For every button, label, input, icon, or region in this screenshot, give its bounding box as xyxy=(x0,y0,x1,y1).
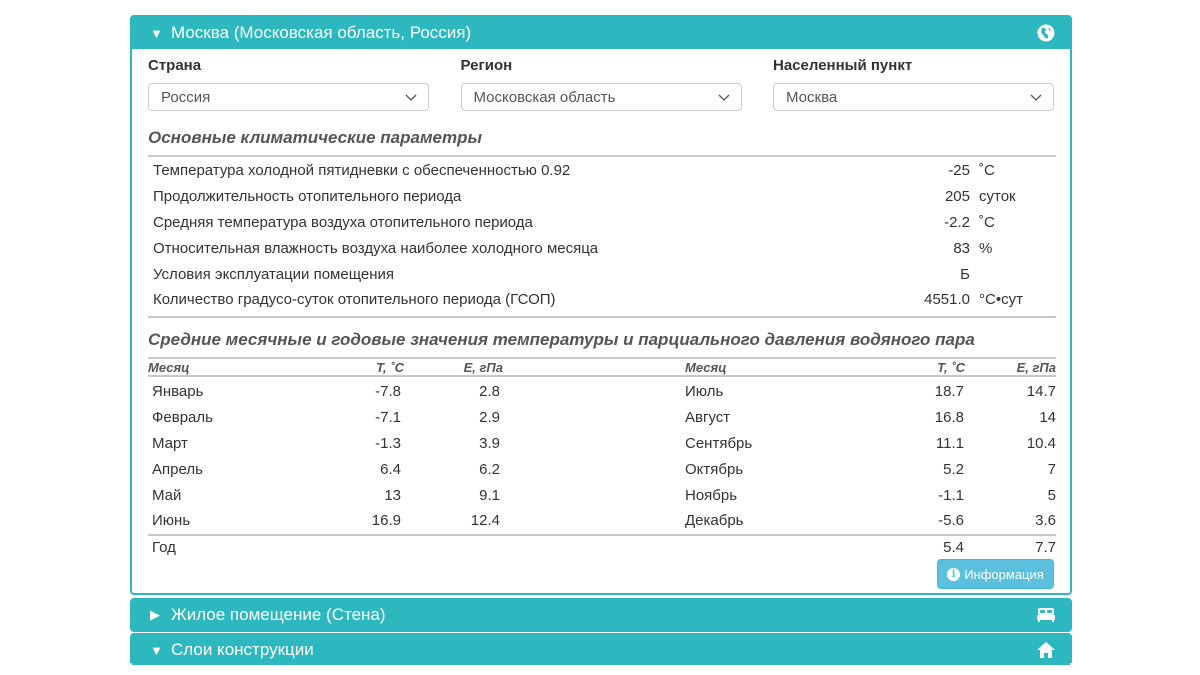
region-group xyxy=(461,57,742,111)
month-name: Сентябрь xyxy=(685,434,753,452)
country-label: Страна xyxy=(148,57,202,74)
country-group xyxy=(148,57,429,111)
table-row xyxy=(148,508,1056,534)
monthly-table xyxy=(148,357,1056,560)
param-unit: суток xyxy=(979,188,1016,206)
table-row xyxy=(148,456,1056,482)
month-temp: -1.1 xyxy=(938,486,964,504)
month-name: Ноябрь xyxy=(685,486,738,504)
month-pressure: 5 xyxy=(1047,486,1056,504)
month-temp: 18.7 xyxy=(934,383,964,401)
chevron-down-icon xyxy=(717,90,731,104)
info-button[interactable] xyxy=(937,559,1054,589)
month-pressure: 12.4 xyxy=(470,512,500,530)
header-pressure: E, гПа xyxy=(1016,359,1056,375)
month-pressure: 14.7 xyxy=(1026,383,1056,401)
location-selectors xyxy=(148,57,1054,111)
param-label: Продолжительность отопительного периода xyxy=(153,188,462,206)
climate-params-table xyxy=(148,155,1056,318)
region-select-value: Московская область xyxy=(473,88,616,106)
param-value: 83 xyxy=(953,239,970,257)
month-temp: -1.3 xyxy=(375,434,401,452)
param-value: -25 xyxy=(948,162,970,180)
month-pressure: 14 xyxy=(1039,409,1056,427)
month-name: Июнь xyxy=(152,512,191,530)
param-label: Средняя температура воздуха отопительного периода xyxy=(153,213,533,231)
month-name: Март xyxy=(152,434,188,452)
layers-panel-title: Слои конструкции xyxy=(171,640,314,659)
month-name: Апрель xyxy=(152,460,203,478)
month-name: Январь xyxy=(152,383,204,401)
layers-panel-header[interactable] xyxy=(132,635,1070,665)
city-select[interactable] xyxy=(773,83,1054,111)
month-pressure: 10.4 xyxy=(1026,434,1056,452)
globe-icon xyxy=(1036,23,1056,43)
climate-section-title: Основные климатические параметры xyxy=(148,128,483,147)
param-row xyxy=(148,287,1056,313)
month-name: Февраль xyxy=(152,409,213,427)
param-row xyxy=(148,235,1056,261)
month-pressure: 3.6 xyxy=(1035,512,1056,530)
table-row xyxy=(148,405,1056,431)
city-select-value: Москва xyxy=(786,88,838,106)
chevron-down-icon xyxy=(1029,90,1043,104)
table-row xyxy=(148,482,1056,508)
country-select-value: Россия xyxy=(161,88,211,106)
city-group xyxy=(773,57,1054,111)
param-row xyxy=(148,210,1056,236)
month-temp: 13 xyxy=(384,486,401,504)
header-temp: T, ˚C xyxy=(376,359,404,375)
month-name: Октябрь xyxy=(685,460,744,478)
region-label: Регион xyxy=(460,57,513,74)
param-unit: % xyxy=(979,239,993,257)
param-label: Условия эксплуатации помещения xyxy=(153,265,395,283)
month-pressure: 2.8 xyxy=(479,383,500,401)
param-label: Температура холодной пятидневки с обеспеченностью 0.92 xyxy=(153,162,571,180)
layers-panel xyxy=(130,633,1072,663)
room-panel-header[interactable] xyxy=(132,600,1070,630)
caret-down-icon: ▼ xyxy=(150,25,163,41)
monthly-table-body xyxy=(148,377,1056,534)
month-pressure: 3.9 xyxy=(479,434,500,452)
city-label: Населенный пункт xyxy=(773,57,913,74)
param-value: 205 xyxy=(944,188,970,206)
caret-down-icon: ▼ xyxy=(150,642,163,658)
year-temp: 5.4 xyxy=(943,539,964,557)
room-panel xyxy=(130,598,1072,632)
param-label: Количество градусо-суток отопительного периода (ГСОП) xyxy=(153,291,556,309)
location-panel xyxy=(130,15,1072,595)
month-pressure: 6.2 xyxy=(479,460,500,478)
param-value: Б xyxy=(960,265,970,283)
month-pressure: 2.9 xyxy=(479,409,500,427)
month-temp: 6.4 xyxy=(380,460,401,478)
month-temp: 11.1 xyxy=(935,434,964,452)
month-pressure: 7 xyxy=(1047,460,1056,478)
country-select[interactable] xyxy=(148,83,429,111)
month-temp: 16.8 xyxy=(934,409,964,427)
region-select[interactable] xyxy=(461,83,742,111)
year-pressure: 7.7 xyxy=(1035,539,1056,557)
table-row xyxy=(148,431,1056,457)
room-panel-title: Жилое помещение (Стена) xyxy=(171,605,386,624)
month-name: Декабрь xyxy=(685,512,744,530)
header-month: Месяц xyxy=(685,359,727,375)
monthly-table-header xyxy=(148,357,1056,377)
year-row xyxy=(148,536,1056,560)
param-value: 4551.0 xyxy=(924,291,970,309)
param-row xyxy=(148,158,1056,184)
month-name: Июль xyxy=(685,383,724,401)
month-temp: 5.2 xyxy=(943,460,964,478)
year-label: Год xyxy=(152,539,176,557)
month-temp: -7.8 xyxy=(375,383,401,401)
home-icon xyxy=(1036,640,1056,660)
header-month: Месяц xyxy=(148,359,190,375)
param-row xyxy=(148,261,1056,287)
param-unit: °C•сут xyxy=(979,291,1023,309)
monthly-section-title: Средние месячные и годовые значения температуры и парциального давления водяного пара xyxy=(148,330,975,349)
info-button-label: Информация xyxy=(964,566,1044,582)
chevron-down-icon xyxy=(404,90,418,104)
table-row xyxy=(148,379,1056,405)
month-temp: 16.9 xyxy=(371,512,401,530)
month-temp: -7.1 xyxy=(375,409,401,427)
location-panel-title: Москва (Московская область, Россия) xyxy=(171,23,472,42)
header-temp: T, ˚C xyxy=(937,359,965,375)
bed-icon xyxy=(1036,605,1056,625)
month-name: Май xyxy=(152,486,182,504)
month-pressure: 9.1 xyxy=(479,486,500,504)
param-unit: ˚C xyxy=(979,213,995,231)
month-temp: -5.6 xyxy=(938,512,964,530)
param-unit: ˚C xyxy=(979,162,995,180)
location-panel-header[interactable] xyxy=(132,17,1070,49)
caret-right-icon: ▶ xyxy=(150,607,160,622)
info-icon: i xyxy=(947,568,960,581)
param-label: Относительная влажность воздуха наиболее холодного месяца xyxy=(153,239,599,257)
month-name: Август xyxy=(685,409,731,427)
monthly-table-footer xyxy=(148,534,1056,560)
param-row xyxy=(148,184,1056,210)
param-value: -2.2 xyxy=(944,213,970,231)
header-pressure: E, гПа xyxy=(463,359,503,375)
